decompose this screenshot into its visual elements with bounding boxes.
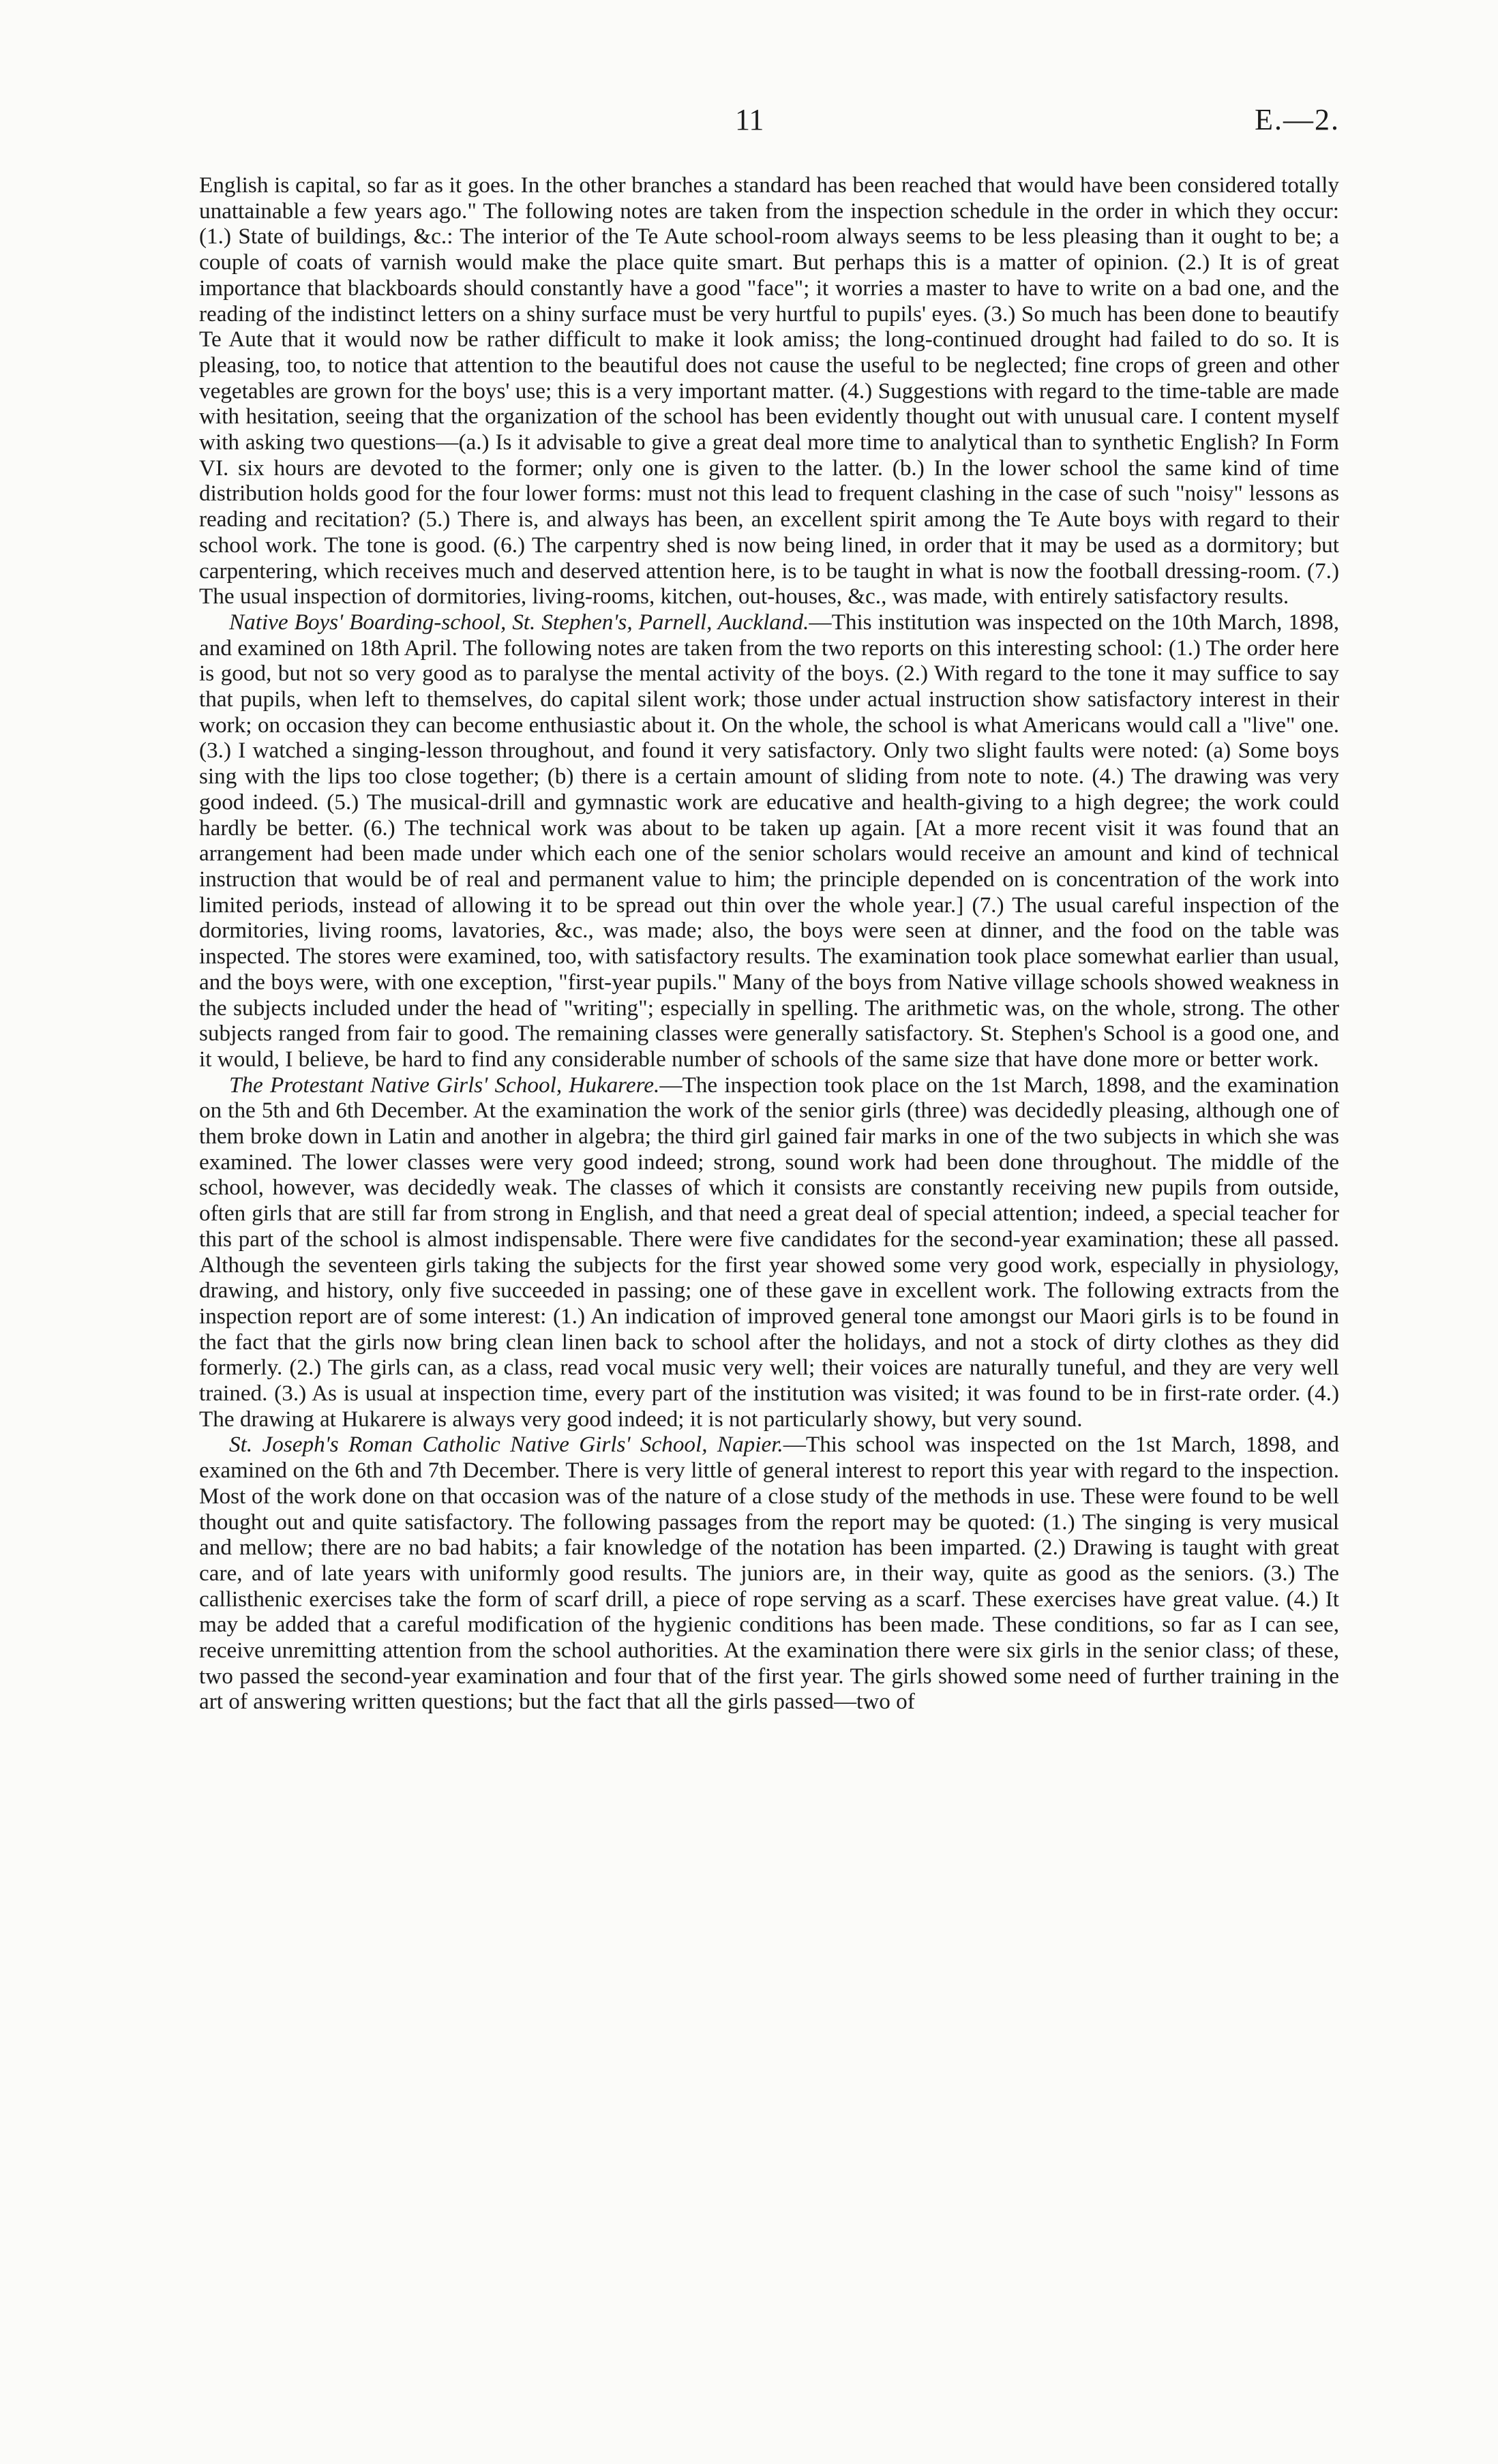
page-number: 11 (735, 103, 764, 136)
paragraph-lead: St. Joseph's Roman Catholic Native Girls' School, Napier. (229, 1432, 783, 1458)
page-header (0, 102, 1498, 143)
paragraph-text: —This school was inspected on the 1st March, 1898, and examined on the 6th and 7th December. There is very little of general interest to report this year with regard to the inspection. Most of the work done on that occasion was of the nature of a close study of the methods in use. These were found to be well thought out and quite satisfactory. The following passages from the report may be quoted: (1.) The singing is very musical and mellow; there are no bad habits; a fair knowledge of the notation has been imparted. (2.) Drawing is taught with great care, and of late years with uniformly good results. The juniors are, in their way, quite as good as the seniors. (3.) The callisthenic exercises take the form of scarf drill, a piece of rope serving as a scarf. These exercises have great value. (4.) It may be added that a careful modification of the hygienic conditions has been made. These conditions, so far as I can see, receive unremitting attention from the school authorities. At the examination there were six girls in the senior class; of these, two passed the second-year examination and four that of the first year. The girls showed some need of further training in the art of answering written questions; but the fact that all the girls passed—two of (199, 1432, 1339, 1715)
paragraph-st-josephs (199, 1432, 1339, 1715)
body-text (199, 172, 1339, 1715)
paragraph-te-aute (199, 172, 1339, 610)
paragraph-hukarere (199, 1072, 1339, 1432)
paragraph-lead: Native Boys' Boarding-school, St. Stephen's, Parnell, Auckland. (229, 609, 809, 635)
paragraph-text: —This institution was inspected on the 10th March, 1898, and examined on 18th April. The following notes are taken from the two reports on this interesting school: (1.) The order here is good, but not so very good as to paralyse the mental activity of the boys. (2.) With regard to the tone it may suffice to say that pupils, when left to themselves, do capital silent work; those under actual instruction show satisfactory interest in their work; on occasion they can become enthusiastic about it. On the whole, the school is what Americans would call a "live" one. (3.) I watched a singing-lesson throughout, and found it very satisfactory. Only two slight faults were noted: (a) Some boys sing with the lips too close together; (b) there is a certain amount of sliding from note to note. (4.) The drawing was very good indeed. (5.) The musical-drill and gymnastic work are educative and health-giving to a high degree; the work could hardly be better. (6.) The technical work was about to be taken up again. [At a more recent visit it was found that an arrangement had been made under which each one of the senior scholars would receive an amount and kind of technical instruction that would be of real and permanent value to him; the principle depended on is concentration of the work into limited periods, instead of allowing it to be spread out thin over the whole year.] (7.) The usual careful inspection of the dormitories, living rooms, lavatories, &c., was made; also, the boys were seen at dinner, and the food on the table was inspected. The stores were examined, too, with satisfactory results. The examination took place somewhat earlier than usual, and the boys were, with one exception, "first-year pupils." Many of the boys from Native village schools showed weakness in the subjects included under the head of "writing"; especially in spelling. The arithmetic was, on the whole, strong. The other subjects ranged from fair to good. The remaining classes were generally satisfactory. St. Stephen's School is a good one, and it would, I believe, be hard to find any considerable number of schools of the same size that have done more or better work. (199, 609, 1339, 1072)
paragraph-text: —The inspection took place on the 1st March, 1898, and the examination on the 5th and 6th December. At the examination the work of the senior girls (three) was decidedly pleasing, although one of them broke down in Latin and another in algebra; the third girl gained fair marks in one of the two subjects in which she was examined. The lower classes were very good indeed; strong, sound work had been done throughout. The middle of the school, however, was decidedly weak. The classes of which it consists are constantly receiving new pupils from outside, often girls that are still far from strong in English, and that need a great deal of special attention; indeed, a special teacher for this part of the school is almost indispensable. There were five candidates for the second-year examination; these all passed. Although the seventeen girls taking the subjects for the first year showed some very good work, especially in physiology, drawing, and history, only five succeeded in passing; one of these gave in excellent work. The following extracts from the inspection report are of some interest: (1.) An indication of improved general tone amongst our Maori girls is to be found in the fact that the girls now bring clean linen back to school after the holidays, and not a stock of dirty clothes as they did formerly. (2.) The girls can, as a class, read vocal music very well; their voices are naturally tuneful, and they are very well trained. (3.) As is usual at inspection time, every part of the institution was visited; it was found to be in first-rate order. (4.) The drawing at Hukarere is always very good indeed; it is not particularly showy, but very sound. (199, 1072, 1339, 1432)
paragraph-lead: The Protestant Native Girls' School, Hukarere. (229, 1072, 660, 1098)
paragraph-text: English is capital, so far as it goes. In the other branches a standard has been reached that would have been considered totally unattainable a few years ago." The following notes are taken from the inspection schedule in the order in which they occur: (1.) State of buildings, &c.: The interior of the Te Aute school-room always seems to be less pleasing than it ought to be; a couple of coats of varnish would make the place quite smart. But perhaps this is a matter of opinion. (2.) It is of great importance that blackboards should constantly have a good "face"; it worries a master to have to write on a bad one, and the reading of the indistinct letters on a shiny surface must be very hurtful to pupils' eyes. (3.) So much has been done to beautify Te Aute that it would now be rather difficult to make it look amiss; the long-continued drought had failed to do so. It is pleasing, too, to notice that attention to the beautiful does not cause the useful to be neglected; fine crops of green and other vegetables are grown for the boys' use; this is a very important matter. (4.) Suggestions with regard to the time-table are made with hesitation, seeing that the organization of the school has been evidently thought out with unusual care. I content myself with asking two questions—(a.) Is it advisable to give a great deal more time to analytical than to synthetic English? In Form VI. six hours are devoted to the former; only one is given to the latter. (b.) In the lower school the same kind of time distribution holds good for the four lower forms: must not this lead to frequent clashing in the case of such "noisy" lessons as reading and recitation? (5.) There is, and always has been, an excellent spirit among the Te Aute boys with regard to their school work. The tone is good. (6.) The carpentry shed is now being lined, in order that it may be used as a dormitory; but carpentering, which receives much and deserved attention here, is to be taught in what is now the football dressing-room. (7.) The usual inspection of dormitories, living-rooms, kitchen, out-houses, &c., was made, with entirely satisfactory results. (199, 172, 1339, 610)
document-reference: E.—2. (1255, 103, 1340, 136)
paragraph-st-stephens (199, 610, 1339, 1072)
